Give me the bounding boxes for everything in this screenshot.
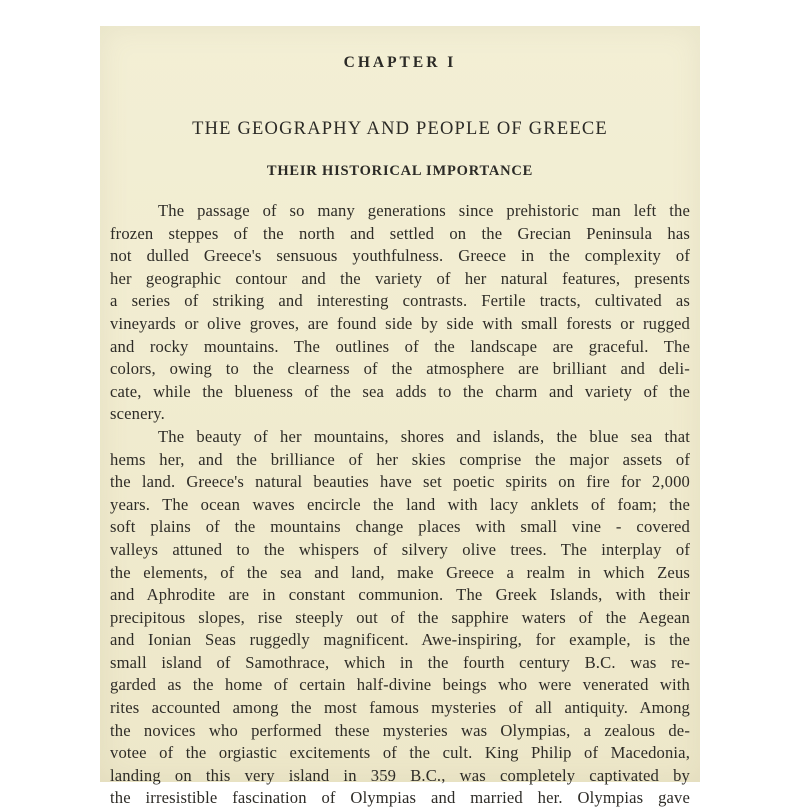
text-line: years. The ocean waves encircle the land with lacy anklets of foam; the [110,494,690,514]
paragraph-1 [110,200,690,426]
text-line: scenery. [110,404,165,424]
text-line: and Aphrodite are in constant communion. The Greek Islands, with their [110,585,690,605]
text-line: the novices who performed these mysteries was Olympias, a zealous de- [110,720,690,740]
text-line: not dulled Greece's sensuous youthfulness. Greece in the complexity of [110,246,690,266]
paragraph-2 [110,426,690,810]
body-text [110,200,690,810]
text-line: vineyards or olive groves, are found side by side with small forests or rugged [110,313,690,333]
chapter-title: THE GEOGRAPHY AND PEOPLE OF GREECE [192,119,608,139]
chapter-subtitle: THEIR HISTORICAL IMPORTANCE [266,163,534,179]
text-line: and Ionian Seas ruggedly magnificent. Awe-inspiring, for example, is the [110,630,690,650]
text-line: a series of striking and interesting contrasts. Fertile tracts, cultivated as [110,291,690,311]
text-line: frozen steppes of the north and settled on the Grecian Peninsula has [110,223,690,243]
text-line: landing on this very island in 359 B.C., was completely captivated by [110,765,690,785]
text-line: small island of Samothrace, which in the fourth century B.C. was re- [110,652,690,672]
text-line: The passage of so many generations since prehistoric man left the [158,201,690,220]
chapter-heading: CHAPTER I [343,54,457,71]
text-line: precipitous slopes, rise steeply out of the sapphire waters of the Aegean [110,607,690,627]
text-line: votee of the orgiastic excitements of the cult. King Philip of Macedonia, [110,743,690,763]
text-line: the elements, of the sea and land, make Greece a realm in which Zeus [110,562,690,582]
text-line: hems her, and the brilliance of her skies comprise the major assets of [110,449,690,469]
text-line: the irresistible fascination of Olympias and married her. Olympias gave [110,788,690,808]
text-line: cate, while the blueness of the sea adds to the charm and variety of the [110,381,690,401]
text-line: rites accounted among the most famous mysteries of all antiquity. Among [110,698,690,718]
text-line: garded as the home of certain half-divine beings who were venerated with [110,675,690,695]
text-line: valleys attuned to the whispers of silvery olive trees. The interplay of [110,539,690,559]
book-page [100,26,700,808]
text-line: soft plains of the mountains change places with small vine - covered [110,517,690,537]
text-line: colors, owing to the clearness of the atmosphere are brilliant and deli- [110,359,690,379]
text-line: the land. Greece's natural beauties have set poetic spirits on fire for 2,000 [110,472,690,492]
text-line: her geographic contour and the variety of her natural features, presents [110,268,690,288]
text-line: and rocky mountains. The outlines of the landscape are graceful. The [110,336,690,356]
text-line: The beauty of her mountains, shores and islands, the blue sea that [158,426,690,446]
